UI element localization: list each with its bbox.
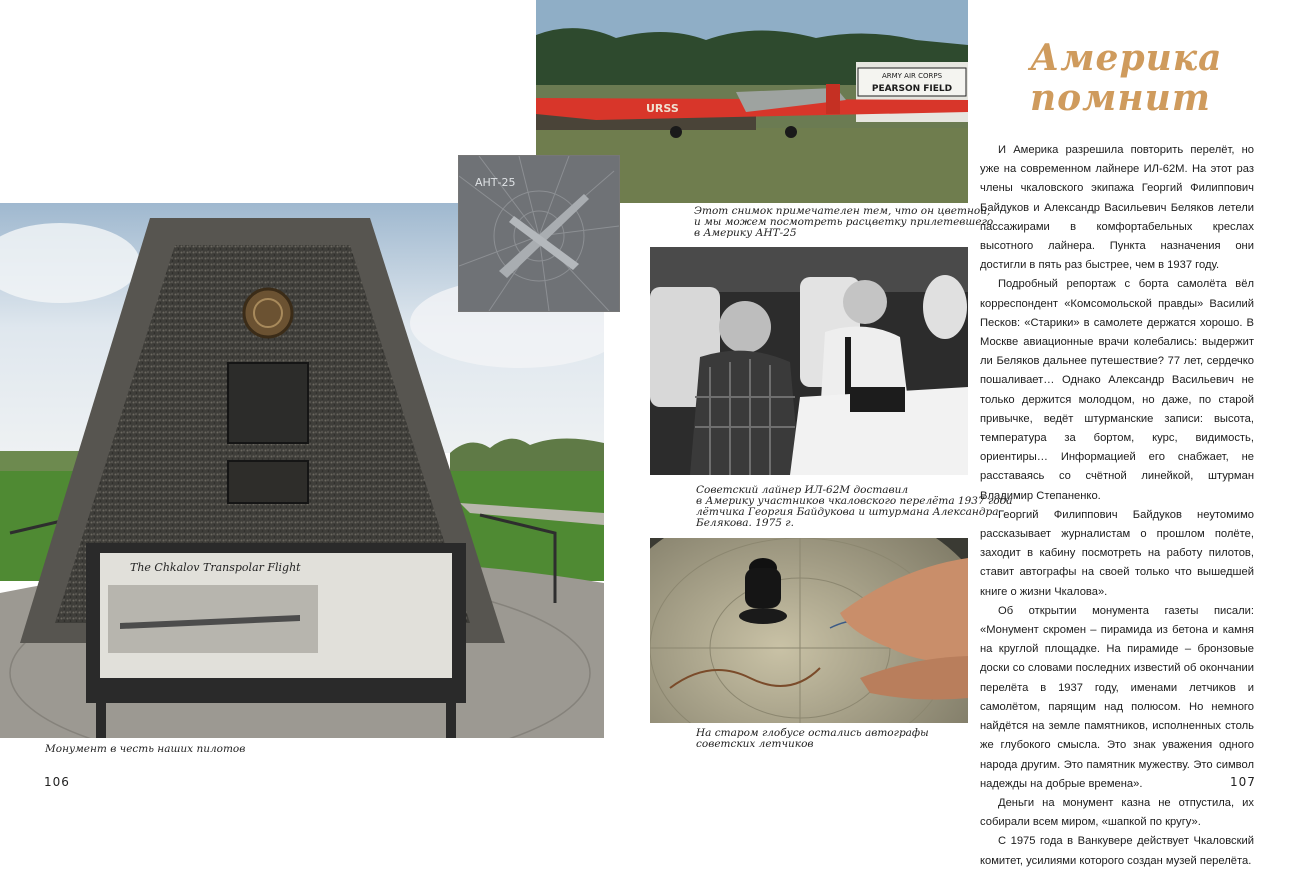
sign-title: The Chkalov Transpolar Flight — [130, 561, 301, 574]
plaque-engraving: АНТ-25 — [475, 176, 516, 189]
cabin-caption: Советский лайнер ИЛ-62М доставил в Америку участников чкаловского перелёта 1937 года лётчика Георгия Байдукова и штурмана Александра Белякова. 1975 г. — [696, 484, 1013, 529]
article-paragraph: Об открытии монумента газеты писали: «Монумент скромен – пирамида из бетона и камня на круглой площадке. На пирамиде – бронзовые доски со словами последних известий об окончании перелёта в 1937 году, именами летчиков и самолётом, парящим над полюсом. Но немного найдётся на земле памятников, исполненных столь же глубокого смысла. Это знак уважения одного народа другим. Это памятник мужеству. Это символ надежды на добрые времена». — [980, 604, 1254, 790]
article-paragraph: С 1975 года в Ванкувере действует Чкаловский комитет, усилиями которого создан музей перелёта. — [980, 835, 1254, 867]
article-paragraph: Деньги на монумент казна не отпустила, их собирали всем миром, «шапкой по кругу». — [980, 796, 1254, 829]
monument-caption: Монумент в честь наших пилотов — [45, 743, 246, 755]
plaque-photo — [458, 155, 620, 312]
article-paragraph: И Америка разрешила повторить перелёт, но уже на современном лайнере ИЛ-62М. На этот раз члены чкаловского экипажа Георгий Филиппович Байдуков и Александр Васильевич Беляков летели пассажирами в комфортабельных креслах высотного лайнера. Пункта назначения они достигли в пять раз быстрее, чем в 1937 году. — [980, 144, 1254, 272]
airfield-caption: Этот снимок примечателен тем, что он цветной, и мы можем посмотреть расцветку прилетевшего в Америку АНТ-25 — [694, 205, 994, 239]
cabin-photo — [650, 247, 968, 475]
page-number-left: 106 — [44, 775, 70, 789]
page-number-right: 107 — [1230, 775, 1256, 789]
article-paragraph: Георгий Филиппович Байдуков неутомимо рассказывает журналистам о прошлом полёте, заходит в кабину посмотреть на работу пилотов, ставит автографы на своей только что вышедшей книге о жизни Чкалова». — [980, 508, 1254, 598]
hangar-sign-line2: PEARSON FIELD — [871, 84, 953, 94]
wing-marking: URSS — [646, 102, 679, 115]
globe-caption: На старом глобусе остались автографы советских летчиков — [696, 727, 929, 750]
article-body — [980, 141, 1254, 871]
headline: Америка помнит — [1030, 37, 1223, 119]
article-paragraph: Подробный репортаж с борта самолёта вёл корреспондент «Комсомольской правды» Василий Песков: «Старики» в самолете держатся хорошо. В Москве авиационные врачи колебались: выдержит ли Беляков дальнее путешествие? 77 лет, сердечко пошаливает… Однако Александр Васильевич не только держится молодцом, но даже, по старой привычке, ведёт штурманские записи: высота, температура за бортом, курс, видимость, ориентиры… Информацией его снабжает, не расставаясь со счётной линейкой, штурман Владимир Степаненко. — [980, 278, 1254, 502]
globe-photo — [650, 538, 968, 723]
hangar-sign-line1: ARMY AIR CORPS — [881, 72, 943, 80]
